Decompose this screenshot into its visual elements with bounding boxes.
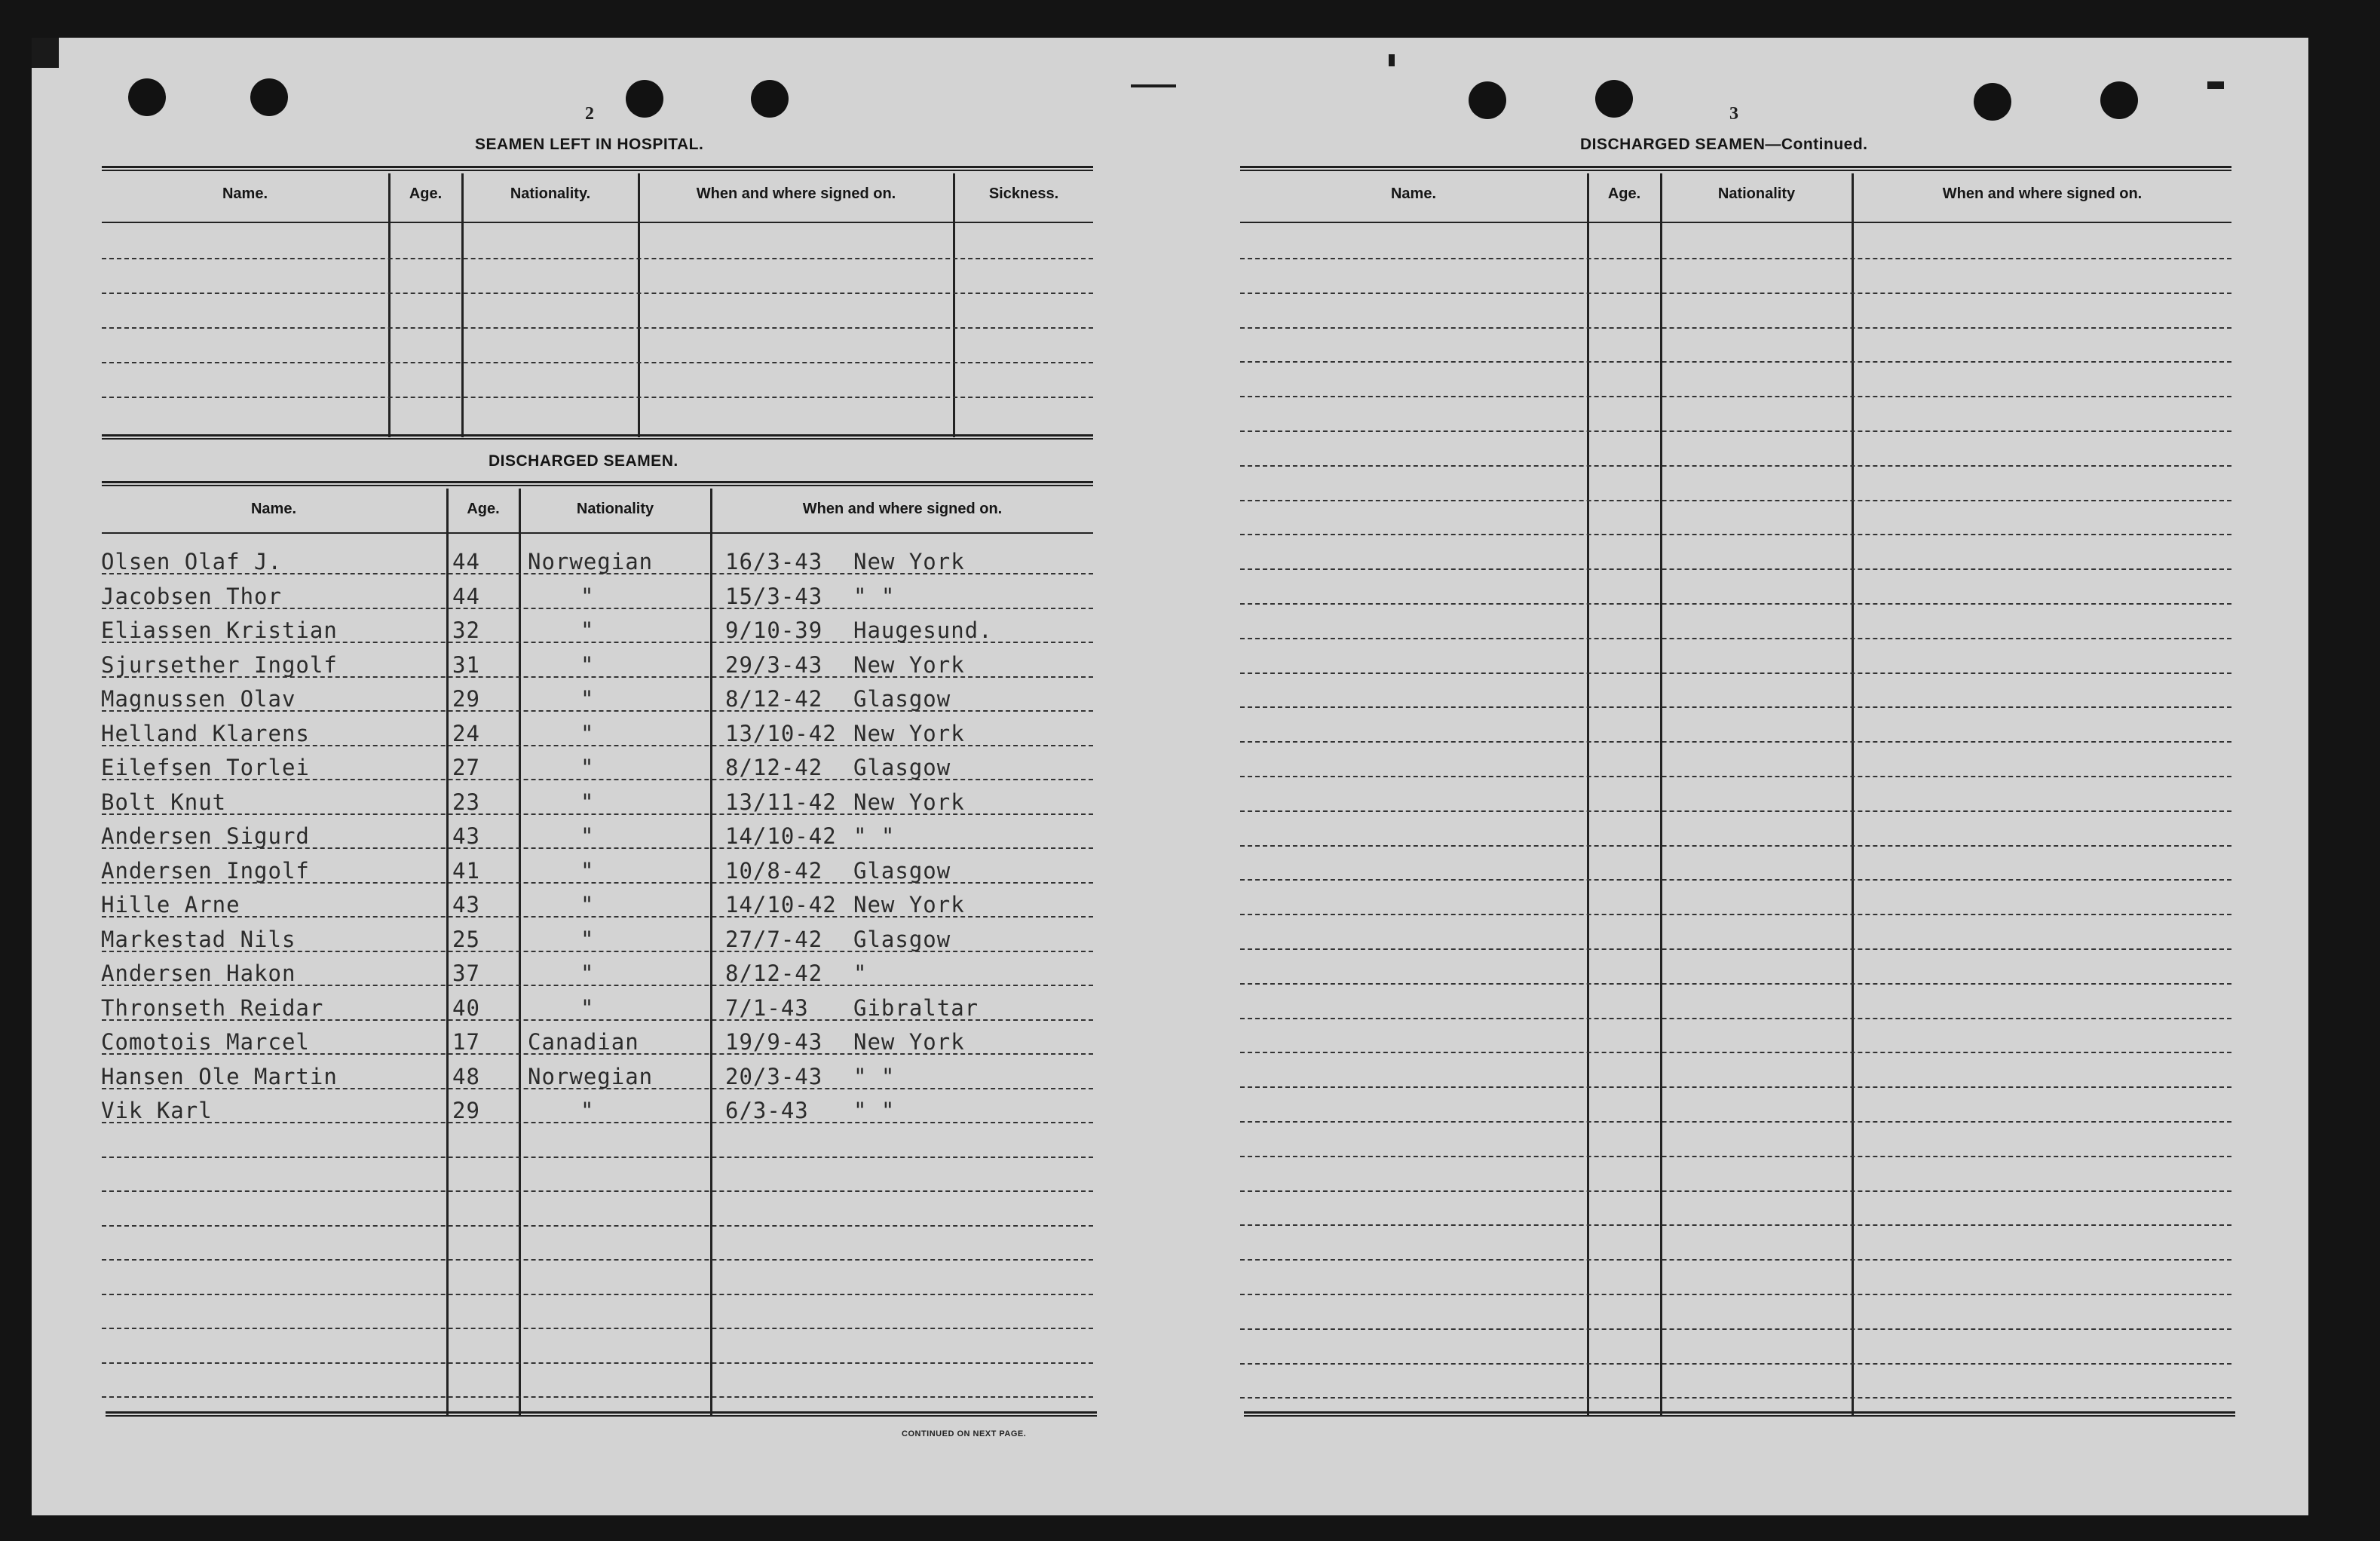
cell-age: 23 — [452, 789, 480, 815]
cell-age: 37 — [452, 960, 480, 986]
cell-age: 44 — [452, 549, 480, 574]
ruled-line — [1240, 948, 2231, 950]
cell-nationality: " — [580, 789, 595, 815]
cell-date: 9/10-39 — [725, 617, 823, 643]
ruled-line — [1240, 500, 2231, 501]
continued-note: CONTINUED ON NEXT PAGE. — [902, 1429, 1027, 1438]
punch-hole — [2100, 81, 2138, 119]
ruled-line — [1240, 293, 2231, 294]
cell-age: 41 — [452, 857, 480, 884]
cell-nationality: " — [580, 755, 595, 780]
ruled-line — [1240, 1190, 2231, 1192]
double-rule — [1244, 1411, 2235, 1417]
cell-date: 19/9-43 — [725, 1029, 823, 1055]
cell-name: Eilefsen Torlei — [101, 755, 310, 780]
ruled-line — [1240, 1363, 2231, 1365]
cell-name: Thronseth Reidar — [101, 994, 324, 1021]
cell-place: Glasgow — [853, 686, 951, 712]
cell-place: New York — [853, 651, 965, 678]
column-divider — [710, 489, 712, 1416]
cell-nationality: " — [580, 892, 595, 918]
ruled-line — [1240, 776, 2231, 777]
cell-place: New York — [853, 789, 965, 815]
ruled-line — [102, 258, 1093, 259]
column-divider — [1852, 173, 1854, 1416]
header-underline — [102, 222, 1093, 223]
cell-name: Hansen Ole Martin — [101, 1063, 338, 1089]
ruled-line — [102, 1225, 1093, 1227]
ruled-line — [1240, 465, 2231, 467]
column-header-name: Name. — [222, 185, 268, 202]
cell-place: " " — [853, 823, 896, 849]
cell-nationality: " — [580, 720, 595, 746]
ruled-line — [1240, 568, 2231, 570]
cell-age: 40 — [452, 994, 480, 1021]
ruled-line — [1240, 672, 2231, 674]
ruled-line — [1240, 534, 2231, 535]
ruled-line — [1240, 741, 2231, 743]
cell-date: 7/1-43 — [725, 994, 809, 1021]
column-divider — [1660, 173, 1662, 1416]
paper-speck — [2207, 81, 2224, 89]
cell-name: Vik Karl — [101, 1098, 213, 1123]
column-header-name: Name. — [1390, 185, 1437, 202]
cell-nationality: " — [580, 1098, 595, 1123]
ruled-line — [102, 327, 1093, 329]
cell-date: 13/10-42 — [725, 720, 837, 746]
page-number: 3 — [1729, 104, 1738, 124]
cell-place: New York — [853, 892, 965, 918]
cell-name: Helland Klarens — [101, 720, 310, 746]
column-divider — [446, 489, 449, 1416]
ruled-line — [1240, 1121, 2231, 1123]
ruled-line — [1240, 638, 2231, 639]
cell-place: " " — [853, 1098, 896, 1123]
ruled-line — [102, 362, 1093, 363]
ruled-line — [102, 1190, 1093, 1192]
header-underline — [1240, 222, 2231, 223]
ruled-line — [1240, 1018, 2231, 1019]
cell-name: Olsen Olaf J. — [101, 549, 282, 574]
cell-age: 31 — [452, 651, 480, 678]
header-underline — [102, 532, 1093, 534]
paper-speck — [1131, 84, 1176, 87]
cell-place: Glasgow — [853, 755, 951, 780]
double-rule — [1240, 166, 2231, 171]
cell-place: Glasgow — [853, 926, 951, 952]
cell-date: 8/12-42 — [725, 755, 823, 780]
cell-date: 27/7-42 — [725, 926, 823, 952]
column-divider — [1587, 173, 1589, 1416]
cell-age: 25 — [452, 926, 480, 952]
cell-name: Hille Arne — [101, 892, 240, 918]
cell-place: Glasgow — [853, 857, 951, 884]
cell-nationality: Norwegian — [528, 549, 654, 574]
cell-place: New York — [853, 1029, 965, 1055]
cell-name: Markestad Nils — [101, 926, 296, 952]
cell-nationality: " — [580, 651, 595, 678]
ruled-line — [1240, 1294, 2231, 1295]
ruled-line — [1240, 327, 2231, 329]
ruled-line — [1240, 914, 2231, 915]
ruled-line — [102, 1259, 1093, 1261]
ruled-line — [1240, 603, 2231, 605]
cell-age: 27 — [452, 755, 480, 780]
cell-place: Haugesund. — [853, 617, 993, 643]
cell-place: " — [853, 960, 868, 986]
punch-hole — [1974, 83, 2011, 121]
ruled-line — [1240, 1397, 2231, 1399]
column-header-nationality: Nationality — [1717, 185, 1796, 202]
double-rule — [102, 434, 1093, 440]
page-number: 2 — [585, 104, 594, 124]
cell-place: New York — [853, 720, 965, 746]
cell-name: Sjursether Ingolf — [101, 651, 338, 678]
ruled-line — [1240, 361, 2231, 363]
cell-age: 29 — [452, 1098, 480, 1123]
punch-hole — [1469, 81, 1506, 119]
cell-name: Jacobsen Thor — [101, 583, 282, 609]
cell-date: 20/3-43 — [725, 1063, 823, 1089]
cell-date: 16/3-43 — [725, 549, 823, 574]
hospital-section-title: SEAMEN LEFT IN HOSPITAL. — [475, 136, 704, 153]
continued-section-title: DISCHARGED SEAMEN—Continued. — [1580, 136, 1868, 153]
cell-nationality: " — [580, 926, 595, 952]
ruled-line — [1240, 1328, 2231, 1330]
cell-age: 43 — [452, 823, 480, 849]
column-header-age: Age. — [1607, 185, 1641, 202]
column-header-name: Name. — [250, 501, 297, 517]
ruled-line — [102, 1396, 1093, 1398]
cell-nationality: " — [580, 583, 595, 609]
cell-place: " " — [853, 1063, 896, 1089]
cell-nationality: " — [580, 857, 595, 884]
cell-nationality: " — [580, 823, 595, 849]
cell-age: 17 — [452, 1029, 480, 1055]
ruled-line — [1240, 1259, 2231, 1261]
cell-nationality: " — [580, 994, 595, 1021]
cell-nationality: Norwegian — [528, 1063, 654, 1089]
cell-age: 48 — [452, 1063, 480, 1089]
cell-date: 14/10-42 — [725, 823, 837, 849]
ruled-line — [102, 1362, 1093, 1364]
column-header-age: Age. — [467, 501, 500, 517]
cell-name: Andersen Sigurd — [101, 823, 310, 849]
ruled-line — [1240, 396, 2231, 397]
ruled-line — [102, 293, 1093, 294]
ruled-line — [1240, 1086, 2231, 1088]
ruled-line — [1240, 1224, 2231, 1226]
cell-place: " " — [853, 583, 896, 609]
cell-nationality: " — [580, 960, 595, 986]
column-header-signed-on: When and where signed on. — [802, 501, 1003, 517]
ruled-line — [102, 397, 1093, 398]
double-rule — [102, 166, 1093, 171]
ruled-line — [1240, 810, 2231, 812]
cell-age: 29 — [452, 686, 480, 712]
cell-name: Andersen Hakon — [101, 960, 296, 986]
ruled-line — [102, 1122, 1093, 1123]
cell-date: 15/3-43 — [725, 583, 823, 609]
punch-hole — [128, 78, 166, 116]
cell-date: 8/12-42 — [725, 686, 823, 712]
cell-nationality: " — [580, 617, 595, 643]
cell-date: 6/3-43 — [725, 1098, 809, 1123]
cell-name: Comotois Marcel — [101, 1029, 310, 1055]
column-divider — [519, 489, 521, 1416]
double-rule — [102, 481, 1093, 486]
punch-hole — [1595, 80, 1633, 118]
ruled-line — [102, 1157, 1093, 1158]
cell-place: Gibraltar — [853, 994, 979, 1021]
cell-nationality: " — [580, 686, 595, 712]
cell-age: 44 — [452, 583, 480, 609]
double-rule — [106, 1411, 1097, 1417]
punch-hole — [751, 80, 789, 118]
discharged-section-title: DISCHARGED SEAMEN. — [489, 452, 678, 470]
punch-hole — [626, 80, 663, 118]
ruled-line — [1240, 983, 2231, 985]
column-header-age: Age. — [409, 185, 443, 202]
ruled-line — [1240, 258, 2231, 259]
ruled-line — [102, 1328, 1093, 1329]
paper-speck — [32, 38, 59, 68]
cell-date: 13/11-42 — [725, 789, 837, 815]
ruled-line — [1240, 706, 2231, 708]
column-header-nationality: Nationality. — [510, 185, 591, 202]
cell-name: Bolt Knut — [101, 789, 227, 815]
cell-date: 10/8-42 — [725, 857, 823, 884]
cell-name: Magnussen Olav — [101, 686, 296, 712]
punch-hole — [250, 78, 288, 116]
ruled-line — [1240, 1156, 2231, 1157]
cell-nationality: Canadian — [528, 1029, 639, 1055]
cell-date: 8/12-42 — [725, 960, 823, 986]
cell-name: Eliassen Kristian — [101, 617, 338, 643]
cell-age: 32 — [452, 617, 480, 643]
ruled-line — [1240, 845, 2231, 847]
ruled-line — [102, 1294, 1093, 1295]
cell-date: 29/3-43 — [725, 651, 823, 678]
cell-name: Andersen Ingolf — [101, 857, 310, 884]
cell-age: 24 — [452, 720, 480, 746]
cell-place: New York — [853, 549, 965, 574]
paper-speck — [1389, 54, 1395, 66]
column-header-signed-on: When and where signed on. — [1942, 185, 2143, 202]
cell-age: 43 — [452, 892, 480, 918]
column-header-signed-on: When and where signed on. — [696, 185, 896, 202]
column-header-nationality: Nationality — [576, 501, 654, 517]
ruled-line — [1240, 879, 2231, 881]
column-header-sickness: Sickness. — [988, 185, 1059, 202]
ruled-line — [1240, 1052, 2231, 1053]
ruled-line — [1240, 430, 2231, 432]
cell-date: 14/10-42 — [725, 892, 837, 918]
